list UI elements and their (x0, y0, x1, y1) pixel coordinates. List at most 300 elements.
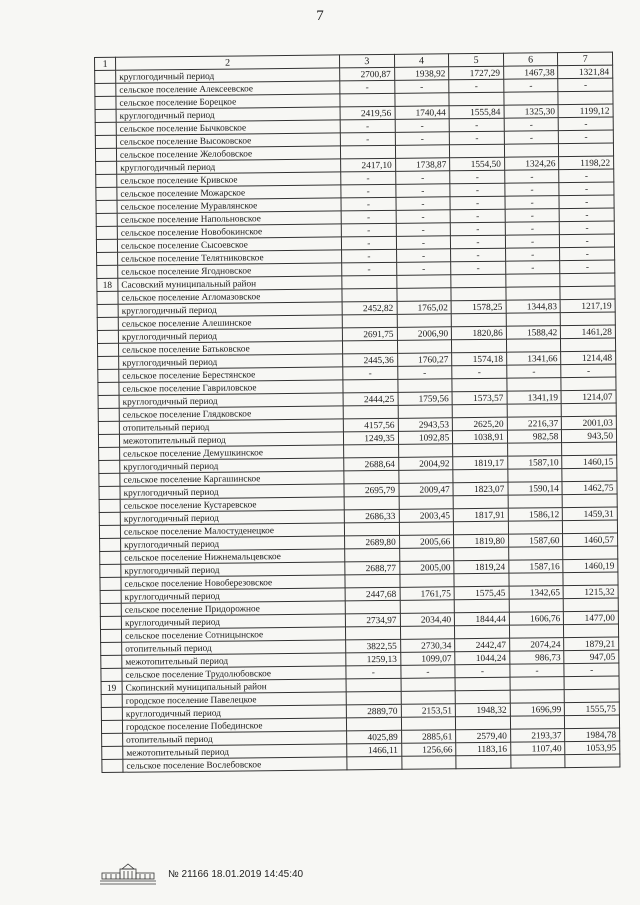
value-cell (454, 573, 509, 587)
value-cell: 1587,10 (507, 456, 562, 470)
row-name: сельское поселение Гавриловское (119, 380, 343, 395)
document-footer (98, 861, 303, 887)
value-cell: - (395, 171, 450, 185)
row-name: сельское поселение Агломазовское (118, 289, 342, 304)
value-cell: 1462,75 (562, 481, 617, 495)
value-cell: - (449, 79, 504, 93)
value-cell: - (395, 184, 450, 198)
row-index (100, 564, 121, 577)
value-cell: - (504, 118, 559, 132)
value-cell: 1948,32 (455, 703, 510, 717)
row-index (96, 174, 117, 187)
row-name: сельское поселение Алешинское (118, 315, 342, 330)
row-name: Скопинский муниципальный район (122, 679, 346, 694)
value-cell: - (451, 261, 506, 275)
row-index (100, 616, 121, 629)
value-cell (395, 145, 450, 159)
value-cell (340, 145, 395, 159)
value-cell: - (505, 209, 560, 223)
value-cell: 2579,40 (456, 729, 511, 743)
row-index (102, 746, 123, 759)
value-cell (342, 288, 397, 302)
value-cell: 1092,85 (398, 431, 453, 445)
value-cell: 4025,89 (347, 730, 402, 744)
value-cell (397, 379, 452, 393)
row-index (96, 200, 117, 213)
value-cell: - (450, 170, 505, 184)
value-cell: - (341, 197, 396, 211)
row-name: отопительный период (119, 419, 343, 434)
value-cell: - (505, 235, 560, 249)
value-cell: - (341, 210, 396, 224)
value-cell (401, 756, 456, 770)
value-cell: 1259,13 (346, 652, 401, 666)
row-name: круглогодичный период (118, 328, 342, 343)
value-cell: 2447,68 (345, 587, 400, 601)
row-name: сельское поселение Кривское (117, 172, 341, 187)
value-cell (561, 312, 616, 326)
row-index (98, 356, 119, 369)
row-index (99, 473, 120, 486)
header-col-4: 4 (394, 54, 449, 68)
row-index (100, 577, 121, 590)
registration-number: № 21166 18.01.2019 14:45:40 (168, 868, 304, 880)
value-cell: - (505, 248, 560, 262)
value-cell (452, 339, 507, 353)
value-cell: - (558, 78, 613, 92)
value-cell: - (559, 195, 614, 209)
row-index (97, 252, 118, 265)
row-name: сельское поселение Желобовское (116, 146, 340, 161)
row-index (96, 161, 117, 174)
value-cell (506, 274, 561, 288)
value-cell: 2452,82 (342, 301, 397, 315)
value-cell: 1575,45 (454, 586, 509, 600)
row-index (98, 395, 119, 408)
row-name: сельское поселение Сысоевское (117, 237, 341, 252)
row-index (97, 291, 118, 304)
value-cell: 1823,07 (453, 482, 508, 496)
row-index (101, 655, 122, 668)
value-cell: 2001,03 (562, 416, 617, 430)
value-cell: - (510, 664, 565, 678)
row-index (99, 512, 120, 525)
value-cell: - (560, 221, 615, 235)
value-cell (396, 275, 451, 289)
value-cell: - (452, 365, 507, 379)
value-cell: - (560, 260, 615, 274)
value-cell: - (341, 223, 396, 237)
row-name: городское поселение Побединское (122, 718, 346, 733)
value-cell: 1460,57 (563, 533, 618, 547)
value-cell (510, 690, 565, 704)
header-col-5: 5 (449, 53, 504, 67)
value-cell (509, 573, 564, 587)
row-index (100, 629, 121, 642)
row-name: сельское поселение Глядковское (119, 406, 343, 421)
value-cell: 1984,78 (565, 728, 620, 742)
value-cell: 1459,31 (563, 507, 618, 521)
value-cell: 2445,36 (343, 353, 398, 367)
row-name: сельское поселение Батьковское (118, 341, 342, 356)
row-name: круглогодичный период (120, 484, 344, 499)
value-cell: 1198,22 (559, 156, 614, 170)
value-cell (401, 678, 456, 692)
value-cell: - (394, 80, 449, 94)
row-index (102, 759, 123, 772)
value-cell: 1555,75 (565, 702, 620, 716)
value-cell: 2003,45 (399, 509, 454, 523)
header-col-7: 7 (558, 52, 613, 66)
value-cell (508, 469, 563, 483)
value-cell: - (449, 131, 504, 145)
row-index (99, 499, 120, 512)
value-cell: - (560, 247, 615, 261)
value-cell: 1099,07 (400, 652, 455, 666)
value-cell (510, 716, 565, 730)
value-cell (345, 600, 400, 614)
row-name: отопительный период (123, 731, 347, 746)
value-cell (343, 405, 398, 419)
value-cell: 1554,50 (450, 157, 505, 171)
header-col-1: 1 (95, 57, 116, 70)
value-cell (455, 677, 510, 691)
value-cell (559, 143, 614, 157)
value-cell (346, 678, 401, 692)
header-col-3: 3 (339, 54, 394, 68)
row-name: сельское поселение Малостуденецкое (120, 523, 344, 538)
value-cell (342, 314, 397, 328)
value-cell: 1844,44 (455, 612, 510, 626)
value-cell (510, 677, 565, 691)
value-cell (455, 625, 510, 639)
value-cell: 4157,56 (343, 418, 398, 432)
value-cell: - (455, 664, 510, 678)
row-index (97, 317, 118, 330)
row-name: сельское поселение Новоберезовское (121, 575, 345, 590)
row-index (95, 83, 116, 96)
value-cell: 2419,56 (340, 106, 395, 120)
value-cell: 1325,30 (504, 105, 559, 119)
row-name: Сасовский муниципальный район (118, 276, 342, 291)
value-cell: 1879,21 (564, 637, 619, 651)
value-cell (509, 625, 564, 639)
value-cell (401, 717, 456, 731)
value-cell: 1760,27 (397, 353, 452, 367)
value-cell (345, 548, 400, 562)
value-cell: - (397, 366, 452, 380)
row-index (95, 122, 116, 135)
row-name: сельское поселение Вослебовское (123, 757, 347, 772)
row-index (101, 707, 122, 720)
row-name: городское поселение Павелецкое (122, 692, 346, 707)
row-name: сельское поселение Придорожное (121, 601, 345, 616)
row-name: сельское поселение Телятниковское (118, 250, 342, 265)
row-index (101, 720, 122, 733)
value-cell (347, 756, 402, 770)
value-cell (451, 274, 506, 288)
row-name: круглогодичный период (122, 705, 346, 720)
value-cell (561, 338, 616, 352)
value-cell (507, 378, 562, 392)
row-index (98, 382, 119, 395)
row-name: сельское поселение Трудолюбовское (122, 666, 346, 681)
value-cell (558, 91, 613, 105)
value-cell: 1199,12 (558, 104, 613, 118)
value-cell: - (559, 208, 614, 222)
value-cell: 3822,55 (346, 639, 401, 653)
row-index (99, 447, 120, 460)
value-cell: 1183,16 (456, 742, 511, 756)
value-cell: 1738,87 (395, 158, 450, 172)
value-cell (399, 522, 454, 536)
row-name: круглогодичный период (118, 302, 342, 317)
row-index (101, 642, 122, 655)
value-cell: 2006,90 (397, 327, 452, 341)
value-cell: - (559, 117, 614, 131)
value-cell: 1466,11 (347, 743, 402, 757)
value-cell: 1586,12 (508, 508, 563, 522)
value-cell: 1759,56 (398, 392, 453, 406)
row-index (101, 668, 122, 681)
row-index (97, 304, 118, 317)
row-name: сельское поселение Борецкое (116, 94, 340, 109)
row-name: круглогодичный период (121, 588, 345, 603)
value-cell (399, 548, 454, 562)
value-cell (511, 755, 566, 769)
value-cell (565, 715, 620, 729)
row-index (96, 226, 117, 239)
value-cell: - (560, 234, 615, 248)
row-name: сельское поселение Можарское (117, 185, 341, 200)
value-cell (562, 494, 617, 508)
value-cell (507, 443, 562, 457)
value-cell: - (450, 196, 505, 210)
row-name: круглогодичный период (119, 393, 343, 408)
value-cell (342, 340, 397, 354)
value-cell (344, 522, 399, 536)
row-name: круглогодичный период (121, 536, 345, 551)
value-cell (345, 574, 400, 588)
value-cell: - (504, 170, 559, 184)
value-cell: - (343, 366, 398, 380)
row-index (99, 460, 120, 473)
value-cell: 1477,00 (564, 611, 619, 625)
value-cell: 2688,77 (345, 561, 400, 575)
value-cell (344, 470, 399, 484)
value-cell: - (450, 209, 505, 223)
value-cell (346, 691, 401, 705)
value-cell (454, 599, 509, 613)
value-cell (401, 691, 456, 705)
row-name: сельское поселение Ягодновское (118, 263, 342, 278)
government-building-stamp-icon (98, 861, 158, 887)
value-cell: 1740,44 (395, 106, 450, 120)
value-cell (456, 716, 511, 730)
row-name: круглогодичный период (121, 562, 345, 577)
value-cell: 2004,92 (398, 457, 453, 471)
row-name: сельское поселение Бычковское (116, 120, 340, 135)
value-cell: 2691,75 (342, 327, 397, 341)
row-index (98, 434, 119, 447)
value-cell: 1578,25 (451, 300, 506, 314)
value-cell (504, 92, 559, 106)
row-index: 18 (97, 278, 118, 291)
value-cell: - (400, 665, 455, 679)
value-cell (507, 404, 562, 418)
value-cell: 1249,35 (343, 431, 398, 445)
value-cell: 1587,16 (509, 560, 564, 574)
value-cell: 2009,47 (399, 483, 454, 497)
value-cell (562, 403, 617, 417)
row-index (95, 109, 116, 122)
value-cell: 1573,57 (452, 391, 507, 405)
value-cell: 2625,20 (452, 417, 507, 431)
value-cell: 1460,19 (563, 559, 618, 573)
row-index (100, 538, 121, 551)
value-cell: 986,73 (510, 651, 565, 665)
value-cell (560, 286, 615, 300)
value-cell: - (342, 249, 397, 263)
value-cell: 2444,25 (343, 392, 398, 406)
value-cell: 1341,66 (506, 352, 561, 366)
value-cell: - (396, 249, 451, 263)
value-cell: - (451, 248, 506, 262)
row-index (96, 239, 117, 252)
value-cell: 1256,66 (401, 743, 456, 757)
value-cell: 1938,92 (394, 67, 449, 81)
row-index (96, 213, 117, 226)
value-cell (508, 521, 563, 535)
value-cell: 947,05 (564, 650, 619, 664)
value-cell: 2216,37 (507, 417, 562, 431)
row-name: сельское поселение Новобокинское (117, 224, 341, 239)
value-cell: 1819,24 (454, 560, 509, 574)
row-name: круглогодичный период (119, 354, 343, 369)
value-cell: 982,58 (507, 430, 562, 444)
value-cell (563, 546, 618, 560)
row-index (95, 70, 116, 83)
tariff-table (94, 52, 620, 773)
value-cell: 1217,19 (560, 299, 615, 313)
value-cell: - (342, 262, 397, 276)
value-cell: 1341,19 (507, 391, 562, 405)
value-cell (455, 690, 510, 704)
value-cell (508, 547, 563, 561)
row-index (96, 187, 117, 200)
value-cell (506, 287, 561, 301)
value-cell: - (346, 665, 401, 679)
value-cell: 1727,29 (449, 66, 504, 80)
value-cell: 1460,15 (562, 455, 617, 469)
value-cell: - (340, 80, 395, 94)
value-cell (394, 93, 449, 107)
row-index (101, 694, 122, 707)
value-cell: - (559, 130, 614, 144)
value-cell: - (340, 119, 395, 133)
row-index (102, 733, 123, 746)
value-cell: 1820,86 (452, 326, 507, 340)
row-name: сельское поселение Нижнемальцевское (121, 549, 345, 564)
value-cell: - (449, 118, 504, 132)
value-cell (397, 288, 452, 302)
row-index (100, 603, 121, 616)
row-index (98, 343, 119, 356)
value-cell: 2417,10 (341, 158, 396, 172)
value-cell: 2005,00 (399, 561, 454, 575)
value-cell (504, 144, 559, 158)
value-cell: 2193,37 (510, 729, 565, 743)
value-cell: 1588,42 (506, 326, 561, 340)
value-cell (453, 443, 508, 457)
value-cell: 1606,76 (509, 612, 564, 626)
value-cell (453, 495, 508, 509)
row-name: сельское поселение Муравлянское (117, 198, 341, 213)
value-cell: 2005,66 (399, 535, 454, 549)
value-cell: - (505, 222, 560, 236)
row-index (98, 369, 119, 382)
value-cell: - (396, 223, 451, 237)
value-cell: - (564, 663, 619, 677)
value-cell: - (341, 184, 396, 198)
value-cell (343, 379, 398, 393)
row-name: сельское поселение Напольновское (117, 211, 341, 226)
row-name: сельское поселение Демушкинское (120, 445, 344, 460)
value-cell (450, 144, 505, 158)
value-cell (397, 340, 452, 354)
value-cell: 1342,65 (509, 586, 564, 600)
value-cell: - (504, 131, 559, 145)
value-cell (562, 468, 617, 482)
value-cell: 1344,83 (506, 300, 561, 314)
value-cell: - (450, 183, 505, 197)
value-cell (397, 314, 452, 328)
value-cell: 2700,87 (340, 67, 395, 81)
row-index (95, 148, 116, 161)
value-cell (563, 520, 618, 534)
value-cell: 1817,91 (453, 508, 508, 522)
value-cell: 2730,34 (400, 639, 455, 653)
value-cell: - (395, 132, 450, 146)
value-cell: 2885,61 (401, 730, 456, 744)
value-cell: - (341, 236, 396, 250)
row-name: круглогодичный период (116, 107, 340, 122)
value-cell (562, 442, 617, 456)
row-index (98, 408, 119, 421)
value-cell: - (505, 196, 560, 210)
value-cell: 1214,07 (561, 390, 616, 404)
value-cell (345, 626, 400, 640)
row-index (97, 265, 118, 278)
value-cell: 2153,51 (401, 704, 456, 718)
value-cell: 1765,02 (397, 301, 452, 315)
value-cell: 1044,24 (455, 651, 510, 665)
value-cell: 943,50 (562, 429, 617, 443)
value-cell (399, 496, 454, 510)
value-cell (561, 377, 616, 391)
value-cell (508, 495, 563, 509)
value-cell: 1590,14 (508, 482, 563, 496)
row-index (95, 96, 116, 109)
value-cell: 1324,26 (504, 157, 559, 171)
value-cell (452, 404, 507, 418)
value-cell: 2074,24 (509, 638, 564, 652)
value-cell: - (396, 262, 451, 276)
value-cell (560, 273, 615, 287)
value-cell: - (396, 210, 451, 224)
value-cell: - (451, 235, 506, 249)
value-cell: 2689,80 (345, 535, 400, 549)
